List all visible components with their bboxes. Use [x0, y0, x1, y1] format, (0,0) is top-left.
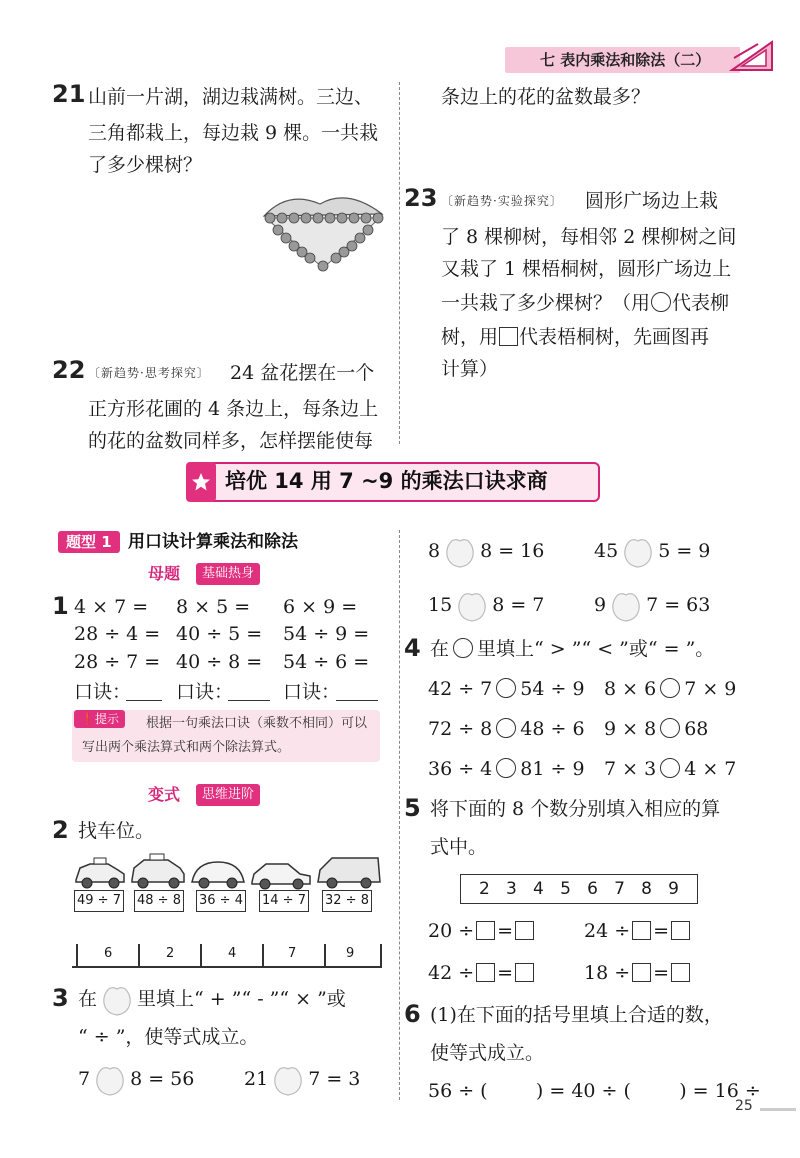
q23-tag: 〔新趋势·实验探究〕: [441, 194, 563, 208]
q21-line2: 三角都栽上，每边栽 9 棵。一共栽: [88, 122, 379, 144]
q4-text: 在 里填上“ > ”“ < ”或“ = ”。: [430, 638, 715, 660]
answer-box[interactable]: [671, 921, 690, 940]
q23-number: 23: [404, 184, 438, 212]
compare-circle-blank[interactable]: [660, 758, 680, 778]
q21-line1: 山前一片湖，湖边栽满树。三边、: [88, 86, 374, 108]
q1-r1c2: 8 × 5 =: [176, 596, 251, 618]
slot-5[interactable]: 9: [346, 946, 355, 961]
variant-sub: 思维进阶: [196, 784, 260, 806]
q23-line4: 一共栽了多少棵树？（用 代表柳: [441, 292, 730, 314]
q4-row3-right: 7 × 3 4 × 7: [604, 758, 737, 780]
q3-eq4: 45 5 = 9: [594, 534, 710, 569]
parking-baseline: [72, 966, 382, 968]
q23-line6: 计算）: [441, 358, 499, 380]
type1-badge: 题型 1: [58, 531, 120, 553]
compare-circle-blank[interactable]: [496, 678, 516, 698]
q23-line1: 圆形广场边上栽: [585, 190, 719, 212]
bulb-icon: ❗: [80, 712, 95, 726]
answer-box[interactable]: [515, 921, 534, 940]
peach-blank-icon[interactable]: [99, 983, 135, 1017]
answer-box[interactable]: [671, 963, 690, 982]
beetle-car-icon: [188, 856, 248, 890]
sedan-car-icon: [250, 856, 312, 890]
q21-line3: 了多少棵树？: [88, 154, 203, 176]
q1-r2c3: 54 ÷ 9 =: [283, 623, 370, 645]
q5-eq2: 24 ÷ =: [584, 914, 692, 948]
slot-divider-5: [380, 944, 382, 966]
square-parasol-icon: [499, 327, 518, 346]
q22-line2: 正方形花圃的 4 条边上，每条边上: [88, 398, 379, 420]
q3-line1: 在 里填上“ + ”“ - ”“ × ”或: [78, 982, 346, 1017]
peach-blank-icon[interactable]: [92, 1063, 128, 1097]
q5-number: 5: [404, 794, 421, 822]
q6-line1: (1)在下面的括号里填上合适的数，: [430, 1004, 723, 1026]
q1-koujue-1: 口诀：: [74, 681, 132, 703]
police-car-icon: [128, 852, 188, 890]
slot-divider-2: [200, 944, 202, 966]
slot-divider-3: [262, 944, 264, 966]
q1-blank-2[interactable]: [228, 700, 270, 701]
q1-blank-1[interactable]: [126, 700, 162, 701]
q22-line3: 的花的盆数同样多，怎样摆能使每: [88, 430, 374, 452]
slot-1[interactable]: 6: [104, 946, 113, 961]
q2-number: 2: [52, 816, 69, 844]
page-number-rule: [760, 1108, 796, 1111]
q6-line2: 使等式成立。: [430, 1042, 545, 1064]
q1-r3c1: 28 ÷ 7 =: [74, 651, 161, 673]
q5-eq4: 18 ÷ =: [584, 956, 692, 990]
variant-label: 变式: [148, 785, 181, 804]
mother-sub: 基础热身: [196, 563, 260, 585]
tip-text-1: 根据一句乘法口诀（乘数不相同）可以: [146, 716, 368, 731]
q4-row1-left: 42 ÷ 7 54 ÷ 9: [428, 678, 585, 700]
answer-box[interactable]: [632, 921, 651, 940]
taxi-car-icon: [72, 854, 128, 890]
q3-eq6: 9 7 = 63: [594, 588, 710, 623]
q21-number: 21: [52, 80, 86, 108]
slot-divider-1: [138, 944, 140, 966]
type1-title: 用口诀计算乘法和除法: [128, 532, 298, 552]
circle-willow-icon: [651, 292, 671, 312]
q1-r3c2: 40 ÷ 8 =: [176, 651, 263, 673]
q1-r2c1: 28 ÷ 4 =: [74, 623, 161, 645]
q6-number: 6: [404, 1000, 421, 1028]
q1-r3c3: 54 ÷ 6 =: [283, 651, 370, 673]
car-label-3: 36 ÷ 4: [196, 890, 246, 912]
q1-koujue-2: 口诀：: [176, 681, 234, 703]
ruler-triangle-icon: [728, 38, 776, 74]
q6-equation: 56 ÷ ( ) = 40 ÷ ( ) = 16 ÷: [428, 1080, 761, 1102]
tip-label: ❗提示: [74, 710, 125, 728]
slot-4[interactable]: 7: [288, 946, 297, 961]
q3-eq3: 8 8 = 16: [428, 534, 544, 569]
q5-line2: 式中。: [430, 836, 488, 858]
q5-eq3: 42 ÷ =: [428, 956, 536, 990]
car-label-5: 32 ÷ 8: [322, 890, 372, 912]
peach-blank-icon[interactable]: [454, 589, 490, 623]
slot-3[interactable]: 4: [228, 946, 237, 961]
compare-circle-blank[interactable]: [660, 678, 680, 698]
peach-blank-icon[interactable]: [608, 589, 644, 623]
tip-text-2: 写出两个乘法算式和两个除法算式。: [82, 740, 291, 755]
column-divider-top: [399, 82, 401, 444]
q5-number-box: 2 3 4 5 6 7 8 9: [460, 874, 698, 904]
q4-row3-left: 36 ÷ 4 81 ÷ 9: [428, 758, 585, 780]
car-label-2: 48 ÷ 8: [134, 890, 184, 912]
q4-row2-left: 72 ÷ 8 48 ÷ 6: [428, 718, 585, 740]
peach-blank-icon[interactable]: [270, 1063, 306, 1097]
column-divider-bottom: [399, 530, 401, 1100]
van-car-icon: [316, 852, 382, 890]
q23-line3: 又栽了 1 棵梧桐树，圆形广场边上: [441, 258, 732, 280]
answer-box[interactable]: [476, 963, 495, 982]
peach-blank-icon[interactable]: [620, 535, 656, 569]
q1-blank-3[interactable]: [336, 700, 378, 701]
section-title: 培优 14 用 7 ~9 的乘法口诀求商: [225, 469, 548, 493]
q3-eq5: 15 8 = 7: [428, 588, 544, 623]
compare-circle-blank[interactable]: [496, 718, 516, 738]
compare-circle-blank[interactable]: [496, 758, 516, 778]
q22-number: 22: [52, 356, 86, 384]
q5-eq1: 20 ÷ =: [428, 914, 536, 948]
q3-number: 3: [52, 984, 69, 1012]
lake-trees-illustration: [258, 188, 388, 278]
car-label-1: 49 ÷ 7: [74, 890, 124, 912]
peach-blank-icon[interactable]: [442, 535, 478, 569]
q1-r1c3: 6 × 9 =: [283, 596, 358, 618]
q1-r1c1: 4 × 7 =: [74, 596, 149, 618]
page-number: 25: [735, 1098, 753, 1114]
compare-circle-icon: [453, 638, 473, 658]
car-label-4: 14 ÷ 7: [259, 890, 309, 912]
slot-divider-4: [324, 944, 326, 966]
q1-r2c2: 40 ÷ 5 =: [176, 623, 263, 645]
answer-box[interactable]: [632, 963, 651, 982]
mother-label: 母题: [148, 564, 181, 583]
q2-text: 找车位。: [78, 820, 155, 842]
slot-divider-0: [76, 944, 78, 966]
q22-line1: 24 盆花摆在一个: [230, 362, 375, 384]
star-icon: [191, 472, 211, 492]
slot-2[interactable]: 2: [166, 946, 175, 961]
q23-line5: 树，用 代表梧桐树，先画图再: [441, 326, 710, 348]
q4-row1-right: 8 × 6 7 × 9: [604, 678, 737, 700]
q4-number: 4: [404, 634, 421, 662]
q1-number: 1: [52, 592, 69, 620]
q3-eq1: 7 8 = 56: [78, 1062, 194, 1097]
answer-box[interactable]: [476, 921, 495, 940]
q23-line2: 了 8 棵柳树，每相邻 2 棵柳树之间: [441, 226, 737, 248]
q1-koujue-3: 口诀：: [283, 681, 341, 703]
q22-tag: 〔新趋势·思考探究〕: [88, 366, 210, 380]
q3-eq2: 21 7 = 3: [244, 1062, 360, 1097]
q5-line1: 将下面的 8 个数分别填入相应的算: [430, 798, 721, 820]
answer-box[interactable]: [515, 963, 534, 982]
chapter-title: 七 表内乘法和除法（二）: [540, 51, 711, 69]
q22-continuation: 条边上的花的盆数最多？: [441, 86, 651, 108]
q3-line2: “ ÷ ”，使等式成立。: [78, 1026, 259, 1048]
q4-row2-right: 9 × 8 68: [604, 718, 709, 740]
compare-circle-blank[interactable]: [660, 718, 680, 738]
